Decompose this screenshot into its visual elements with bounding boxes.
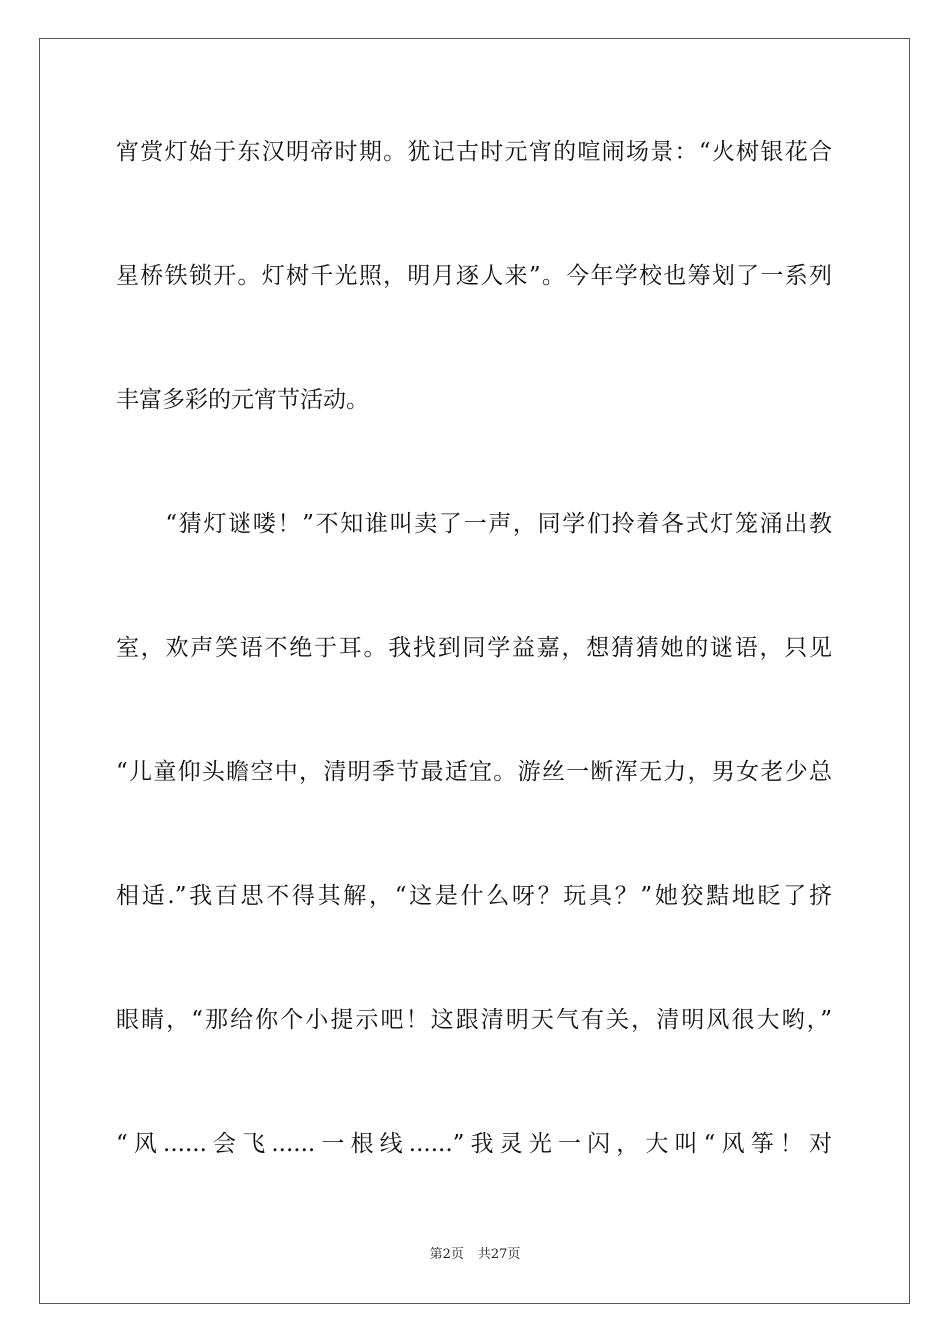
- text-line-1: 宵赏灯始于东汉明帝时期。犹记古时元宵的喧闹场景：“火树银花合: [116, 139, 832, 165]
- text-line-8: 眼睛，“那给你个小提示吧！这跟清明天气有关，清明风很大哟，”: [116, 1007, 832, 1033]
- text-line-6: “儿童仰头瞻空中，清明季节最适宜。游丝一断浑无力，男女老少总: [116, 759, 832, 785]
- text-line-5: 室，欢声笑语不绝于耳。我找到同学益嘉，想猜猜她的谜语，只见: [116, 635, 832, 661]
- page-total: 共27页: [477, 1247, 521, 1262]
- page-number: 第2页: [429, 1247, 464, 1262]
- page-border: [39, 38, 910, 1304]
- text-line-4: “猜灯谜喽！”不知谁叫卖了一声，同学们拎着各式灯笼涌出教: [116, 511, 832, 537]
- page-footer: [0, 1246, 950, 1264]
- text-line-9: “风......会飞......一根线......”我灵光一闪，大叫“风筝！对: [116, 1131, 832, 1157]
- text-line-3: 丰富多彩的元宵节活动。: [116, 387, 369, 413]
- text-line-7: 相适.”我百思不得其解，“这是什么呀？玩具？”她狡黠地眨了挤: [116, 883, 832, 909]
- text-line-2: 星桥铁锁开。灯树千光照，明月逐人来”。今年学校也筹划了一系列: [116, 263, 832, 289]
